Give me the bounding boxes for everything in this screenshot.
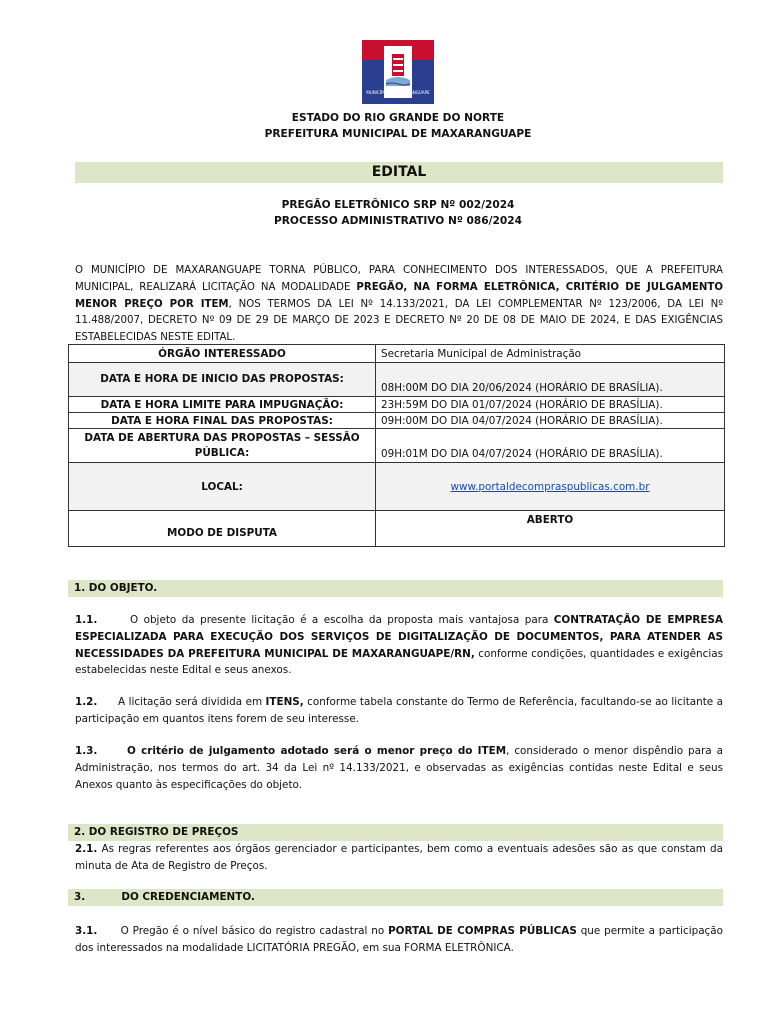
table-value: 09H:00M DO DIA 04/07/2024 (HORÁRIO DE BRASÍLIA). [376,413,725,429]
prefecture-name: PREFEITURA MUNICIPAL DE MAXARANGUAPE [264,128,532,140]
intro-text-2: , NOS TERMOS DA LEI Nº 14.133/2021, DA LEI COMPLEMENTAR Nº 123/2006, DA LEI Nº 11.488/2007, DECRETO Nº 09 DE 29 DE MARÇO DE 2023 E DECRETO Nº 20 DE 08 DE MAIO DE 2024, E DAS EXIGÊNCIAS ESTABELECIDAS NESTE EDITAL. [75,298,723,344]
state-name: ESTADO DO RIO GRANDE DO NORTE [291,112,505,124]
table-value: ABERTO [376,511,725,547]
table-label: DATA E HORA DE INICIO DAS PROPOSTAS: [69,363,376,397]
clause-text: A licitação será dividida em [118,696,266,708]
table-row [69,429,725,463]
clause-text: , considerado o menor dispêndio para a Administração, nos termos do art. 34 da Lei nº 14.133/2021, e observadas as exigências contidas neste Edital e seus Anexos quanto às especificações do objeto. [75,745,723,791]
bidding-info-table [68,344,725,547]
section-3-title: 3. DO CREDENCIAMENTO. [68,889,723,906]
clause-bold-text: PORTAL DE COMPRAS PÚBLICAS [388,925,577,937]
clause-1-3 [75,743,723,793]
clause-number: 1.3. [75,745,98,757]
clause-number: 1.1. [75,614,98,626]
clause-bold-text: CONTRATAÇÃO DE EMPRESA ESPECIALIZADA PARA EXECUÇÃO DOS SERVIÇOS DE DIGITALIZAÇÃO DE DOCUMENTOS, PARA ATENDER AS NECESSIDADES DA PREFEITURA MUNICIPAL DE MAXARANGUAPE/RN, [75,614,723,660]
clause-number: 3.1. [75,925,98,937]
logo-text: MUNICÍPIO DE MAXARANGUAPE [366,90,430,95]
table-row [69,363,725,397]
intro-bold-modality: PREGÃO, NA FORMA ELETRÔNICA, CRITÉRIO DE JULGAMENTO MENOR PREÇO POR ITEM [75,281,723,310]
table-row [69,511,725,547]
clause-text: conforme tabela constante do Termo de Referência, facultando-se ao licitante a participação em quantos itens forem de seu interesse. [75,696,723,725]
intro-text-1: O MUNICÍPIO DE MAXARANGUAPE TORNA PÚBLICO, PARA CONHECIMENTO DOS INTERESSADOS, QUE A PREFEITURA MUNICIPAL, REALIZARÁ LICITAÇÃO NA MODALIDADE [75,265,723,293]
table-row [69,345,725,363]
table-label: DATA E HORA LIMITE PARA IMPUGNAÇÃO: [69,397,376,413]
portal-link[interactable]: www.portaldecompraspublicas.com.br [450,480,650,493]
clause-text: conforme condições, quantidades e exigências estabelecidas neste Edital e seus anexos. [75,647,723,677]
table-row [69,463,725,511]
table-value: 23H:59M DO DIA 01/07/2024 (HORÁRIO DE BRASÍLIA). [376,397,725,413]
document-title: EDITAL [75,162,723,183]
table-value: Secretaria Municipal de Administração [376,345,725,363]
intro-paragraph [75,263,723,347]
clause-bold-text: ITENS, [265,696,304,708]
section-2-title: 2. DO REGISTRO DE PREÇOS [68,824,723,841]
clause-1-2 [75,694,723,728]
clause-text: O objeto da presente licitação é a escolha da proposta mais vantajosa para [129,614,554,626]
clause-2-1 [75,841,723,875]
clause-number: 2.1. [75,843,98,855]
table-value-cell [376,463,725,511]
clause-text: O Pregão é o nível básico do registro cadastral no [120,925,389,937]
clause-text: As regras referentes aos órgãos gerenciador e participantes, bem como a eventuais adesões são as que constam da minuta de Ata de Registro de Preços. [75,843,723,872]
section-1-title: 1. DO OBJETO. [68,580,723,597]
pregao-number: PREGÃO ELETRÔNICO SRP Nº 002/2024 [281,199,515,211]
table-value: 08H:00M DO DIA 20/06/2024 (HORÁRIO DE BRASÍLIA). [376,363,725,397]
clause-3-1 [75,923,723,957]
clause-number: 1.2. [75,696,98,708]
table-label: MODO DE DISPUTA [69,511,376,547]
table-value: 09H:01M DO DIA 04/07/2024 (HORÁRIO DE BRASÍLIA). [376,429,725,463]
table-label: DATA DE ABERTURA DAS PROPOSTAS – SESSÃO PÚBLICA: [69,429,376,463]
clause-1-1 [75,612,723,679]
table-label: ÓRGÃO INTERESSADO [69,345,376,363]
clause-bold-text: O critério de julgamento adotado será o menor preço do ITEM [127,745,507,757]
table-label: DATA E HORA FINAL DAS PROPOSTAS: [69,413,376,429]
table-label: LOCAL: [69,463,376,511]
processo-number: PROCESSO ADMINISTRATIVO Nº 086/2024 [274,215,522,227]
table-row [69,413,725,429]
clause-text: que permite a participação dos interessados na modalidade LICITATÓRIA PREGÃO, em sua FORMA ELETRÔNICA. [75,925,723,954]
table-row [69,397,725,413]
